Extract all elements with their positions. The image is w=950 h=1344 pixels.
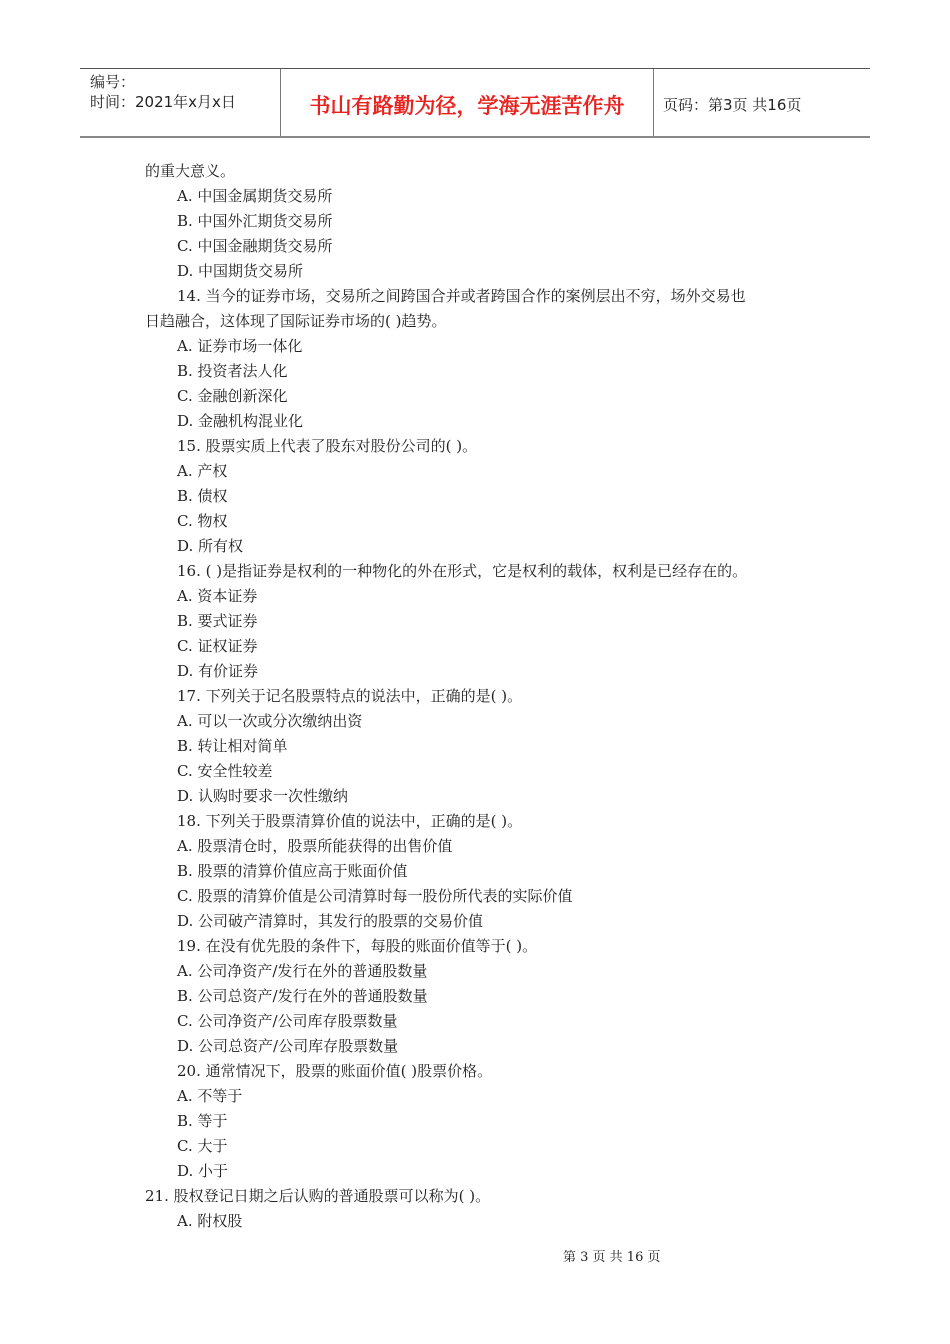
text-line: 21. 股权登记日期之后认购的普通股票可以称为( )。 [145,1187,491,1205]
answer-option: A. 中国金属期货交易所 [177,187,333,205]
answer-option: C. 股票的清算价值是公司清算时每一股份所代表的实际价值 [177,887,573,905]
answer-option: C. 证权证券 [177,637,258,655]
answer-option: C. 安全性较差 [177,762,273,780]
answer-option: B. 等于 [177,1112,228,1130]
text-line: 的重大意义。 [145,162,236,180]
answer-option: D. 认购时要求一次性缴纳 [177,787,349,805]
question-text: 14. 当今的证券市场，交易所之间跨国合并或者跨国合作的案例层出不穷，场外交易也 [177,287,746,305]
answer-option: C. 金融创新深化 [177,387,288,405]
answer-option: B. 公司总资产/发行在外的普通股数量 [177,987,428,1005]
answer-option: A. 证券市场一体化 [177,337,303,355]
answer-option: D. 金融机构混业化 [177,412,304,430]
question-text: 17. 下列关于记名股票特点的说法中，正确的是( )。 [177,687,523,705]
answer-option: A. 股票清仓时，股票所能获得的出售价值 [177,837,453,855]
answer-option: C. 物权 [177,512,228,530]
answer-option: A. 不等于 [177,1087,243,1105]
question-text: 15. 股票实质上代表了股东对股份公司的( )。 [177,437,478,455]
question-text: 16. ( )是指证券是权利的一种物化的外在形式，它是权利的载体，权利是已经存在的。 [177,562,748,580]
answer-option: B. 转让相对简单 [177,737,288,755]
answer-option: B. 要式证券 [177,612,258,630]
answer-option: D. 小于 [177,1162,229,1180]
question-text: 20. 通常情况下，股票的账面价值( )股票价格。 [177,1062,493,1080]
answer-option: C. 公司净资产/公司库存股票数量 [177,1012,398,1030]
answer-option: B. 债权 [177,487,228,505]
answer-option: B. 投资者法人化 [177,362,288,380]
answer-option: A. 产权 [177,462,228,480]
answer-option: B. 股票的清算价值应高于账面价值 [177,862,408,880]
header-meta [80,69,281,136]
answer-option: A. 公司净资产/发行在外的普通股数量 [177,962,428,980]
answer-option: C. 大于 [177,1137,228,1155]
answer-option: A. 附权股 [177,1212,243,1230]
number-label: 编号： [90,73,136,91]
answer-option: D. 所有权 [177,537,244,555]
question-text: 19. 在没有优先股的条件下，每股的账面价值等于( )。 [177,937,538,955]
answer-option: D. 中国期货交易所 [177,262,304,280]
page-header [80,68,870,138]
document-body [145,159,825,1234]
question-text: 18. 下列关于股票清算价值的说法中，正确的是( )。 [177,812,523,830]
answer-option: D. 公司破产清算时，其发行的股票的交易价值 [177,912,484,930]
answer-option: D. 公司总资产/公司库存股票数量 [177,1037,399,1055]
header-motto: 书山有路勤为径，学海无涯苦作舟 [281,69,654,136]
page-footer: 第 3 页 共 16 页 [563,1250,661,1265]
text-line: 日趋融合，这体现了国际证券市场的( )趋势。 [145,312,447,330]
answer-option: A. 资本证券 [177,587,258,605]
answer-option: A. 可以一次或分次缴纳出资 [177,712,363,730]
answer-option: B. 中国外汇期货交易所 [177,212,333,230]
time-label: 时间：2021年x月x日 [90,93,236,111]
answer-option: C. 中国金融期货交易所 [177,237,333,255]
answer-option: D. 有价证券 [177,662,259,680]
header-page-info: 页码：第3页 共16页 [663,96,802,114]
